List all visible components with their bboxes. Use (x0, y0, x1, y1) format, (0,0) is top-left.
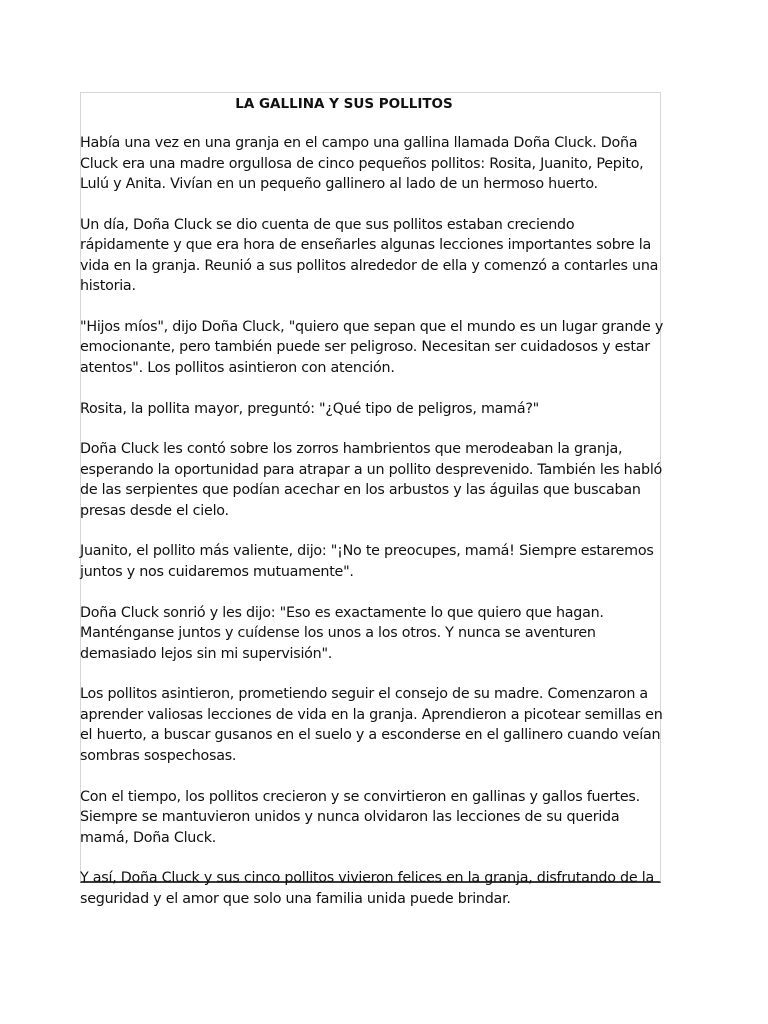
paragraph-10: Y así, Doña Cluck y sus cinco pollitos vivieron felices en la granja, disfrutando de la seguridad y el amor que solo una familia unida puede brindar. (80, 870, 654, 907)
paragraph-2: Un día, Doña Cluck se dio cuenta de que sus pollitos estaban creciendo rápidamente y que era hora de enseñarles algunas lecciones importantes sobre la vida en la granja. Reunió a sus pollitos alrededor de ella y comenzó a contarles una historia. (80, 216, 659, 295)
paragraph-1: Había una vez en una granja en el campo una gallina llamada Doña Cluck. Doña Cluck era una madre orgullosa de cinco pequeños pollitos: Rosita, Juanito, Pepito, Lulú y Anita. Vivían en un pequeño gallinero al lado de un hermoso huerto. (80, 135, 644, 192)
paragraph-8: Los pollitos asintieron, prometiendo seguir el consejo de su madre. Comenzaron a aprender valiosas lecciones de vida en la granja. Aprendieron a picotear semillas en el huerto, a buscar gusanos en el suelo y a esconderse en el gallinero cuando veían sombras sospechosas. (80, 686, 663, 764)
paragraph-4: Rosita, la pollita mayor, preguntó: "¿Qué tipo de peligros, mamá?" (80, 400, 540, 417)
paragraph-7: Doña Cluck sonrió y les dijo: "Eso es exactamente lo que quiero que hagan. Manténganse juntos y cuídense los unos a los otros. Y nunca se aventuren demasiado lejos sin mi supervisión". (80, 604, 604, 662)
paragraph-9: Con el tiempo, los pollitos crecieron y se convirtieron en gallinas y gallos fuertes. Siempre se mantuvieron unidos y nunca olvidaron las lecciones de su querida mamá, Doña Cluck. (80, 788, 640, 846)
document-body (80, 133, 664, 909)
paragraph-3: "Hijos míos", dijo Doña Cluck, "quiero que sepan que el mundo es un lugar grande y emocionante, pero también puede ser peligroso. Necesitan ser cuidadosos y estar atentos". Los pollitos asintieron con atención. (80, 318, 664, 376)
document-title: LA GALLINA Y SUS POLLITOS (235, 96, 453, 112)
paragraph-5: Doña Cluck les contó sobre los zorros hambrientos que merodeaban la granja, esperando la oportunidad para atrapar a un pollito desprevenido. También les habló de las serpientes que podían acechar en los arbustos y las águilas que buscaban presas desde el cielo. (80, 441, 663, 519)
paragraph-6: Juanito, el pollito más valiente, dijo: "¡No te preocupes, mamá! Siempre estaremos juntos y nos cuidaremos mutuamente". (80, 543, 654, 580)
